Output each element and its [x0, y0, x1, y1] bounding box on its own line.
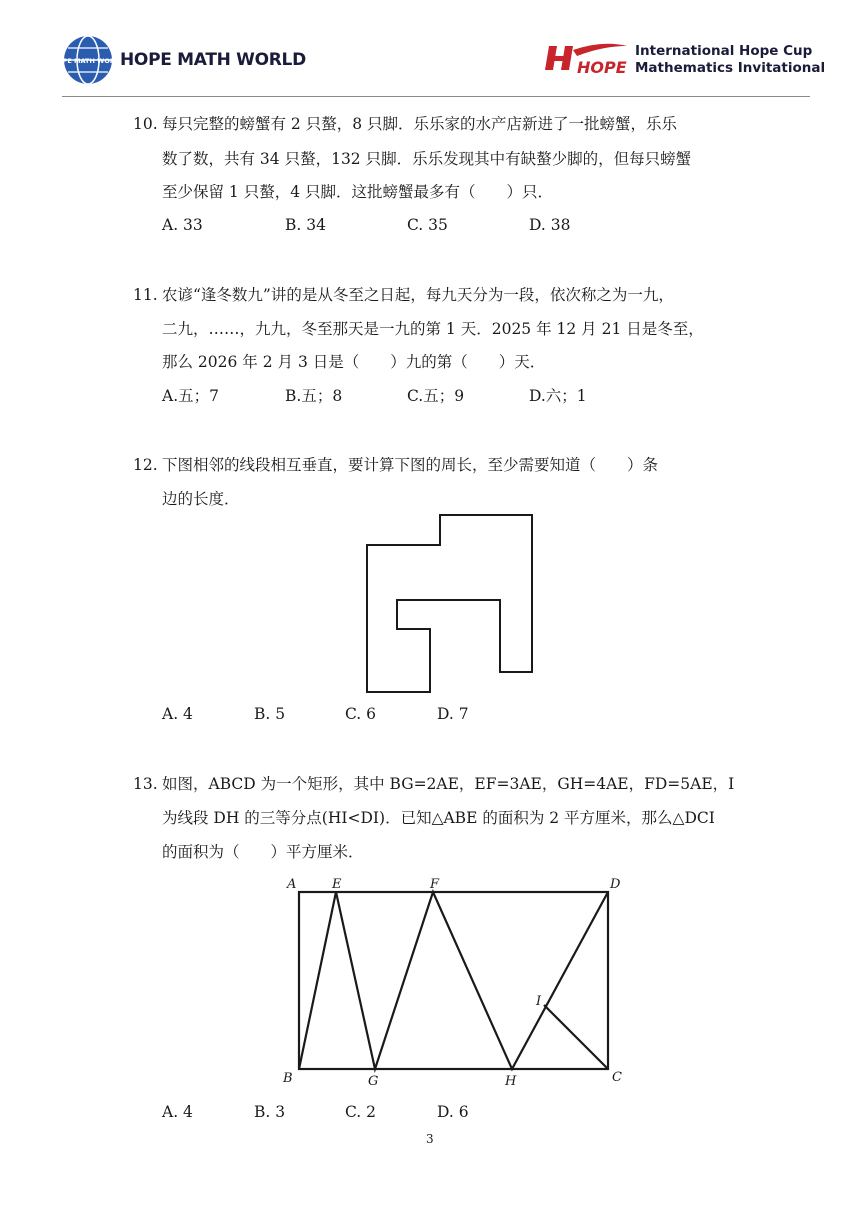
- label-h: H: [505, 1074, 517, 1089]
- question-text-line: 的面积为（ ）平方厘米．: [162, 843, 364, 861]
- option-a[interactable]: A. 4: [162, 1103, 193, 1121]
- option-c[interactable]: C. 6: [345, 705, 377, 723]
- option-d[interactable]: D. 6: [437, 1103, 469, 1121]
- question-text-line: 边的长度．: [162, 490, 240, 508]
- question-text-line: 农谚“逢冬数九”讲的是从冬至之日起，每九天分为一段，依次称之为一九，: [162, 286, 674, 304]
- label-f: F: [430, 877, 440, 892]
- label-c: C: [612, 1070, 622, 1085]
- hope-logo-icon: [543, 40, 629, 80]
- question-number: 12.: [133, 456, 158, 474]
- option-c[interactable]: C. 2: [345, 1103, 377, 1121]
- brand-right-line2: Mathematics Invitational: [635, 60, 826, 76]
- question-text-line: 下图相邻的线段相互垂直，要计算下图的周长，至少需要知道（ ）条: [162, 456, 659, 474]
- label-g: G: [368, 1074, 379, 1089]
- option-d[interactable]: D.六；1: [529, 387, 587, 405]
- question-text-line: 为线段 DH 的三等分点(HI<DI)．已知△ABE 的面积为 2 平方厘米，那么△DCI: [162, 809, 715, 827]
- question-text-line: 如图，ABCD 为一个矩形，其中 BG=2AE，EF=3AE，GH=4AE，FD=5AE，I: [162, 775, 735, 793]
- option-c[interactable]: C. 35: [407, 216, 448, 234]
- label-d: D: [610, 877, 621, 892]
- zigzag-lines: [299, 892, 608, 1069]
- option-b[interactable]: B. 5: [254, 705, 286, 723]
- option-a[interactable]: A. 4: [162, 705, 193, 723]
- hope-logo-text: HOPE: [577, 58, 627, 77]
- header-right-logo: [543, 38, 825, 82]
- question-number: 11.: [133, 286, 158, 304]
- globe-logo-text: HOPE MATH WORLD: [51, 57, 125, 65]
- label-e: E: [332, 877, 342, 892]
- question-text-line: 每只完整的螃蟹有 2 只螯，8 只脚．乐乐家的水产店新进了一批螃蟹，乐乐: [162, 115, 678, 133]
- perimeter-shape: [367, 515, 532, 692]
- option-a[interactable]: A. 33: [162, 216, 203, 234]
- segment-ic: [544, 1005, 608, 1069]
- perimeter-figure: [360, 510, 540, 700]
- brand-right-text: [635, 43, 825, 77]
- question-number: 13.: [133, 775, 158, 793]
- header-divider: [62, 96, 810, 97]
- globe-logo-icon: [51, 34, 125, 86]
- brand-left-text: HOPE MATH WORLD: [120, 50, 306, 70]
- rectangle-figure: [278, 868, 628, 1093]
- question-text-line: 至少保留 1 只螯，4 只脚．这批螃蟹最多有（ ）只．: [162, 183, 554, 201]
- page-number: 3: [426, 1132, 434, 1146]
- question-text-line: 那么 2026 年 2 月 3 日是（ ）九的第（ ）天．: [162, 353, 546, 371]
- option-d[interactable]: D. 38: [529, 216, 571, 234]
- question-number: 10.: [133, 115, 158, 133]
- option-b[interactable]: B. 3: [254, 1103, 286, 1121]
- question-text-line: 二九，……，九九，冬至那天是一九的第 1 天．2025 年 12 月 21 日是冬至，: [162, 320, 704, 338]
- question-text-line: 数了数，共有 34 只螯，132 只脚．乐乐发现其中有缺螯少脚的，但每只螃蟹: [162, 150, 692, 168]
- option-a[interactable]: A.五；7: [162, 387, 219, 405]
- option-b[interactable]: B.五；8: [285, 387, 343, 405]
- rectangle-abcd: [299, 892, 608, 1069]
- option-b[interactable]: B. 34: [285, 216, 326, 234]
- label-a: A: [287, 877, 297, 892]
- option-d[interactable]: D. 7: [437, 705, 469, 723]
- option-c[interactable]: C.五；9: [407, 387, 465, 405]
- label-b: B: [283, 1071, 293, 1086]
- header-left-logo: [51, 34, 306, 86]
- label-i: I: [536, 994, 542, 1009]
- brand-right-line1: International Hope Cup: [635, 43, 813, 59]
